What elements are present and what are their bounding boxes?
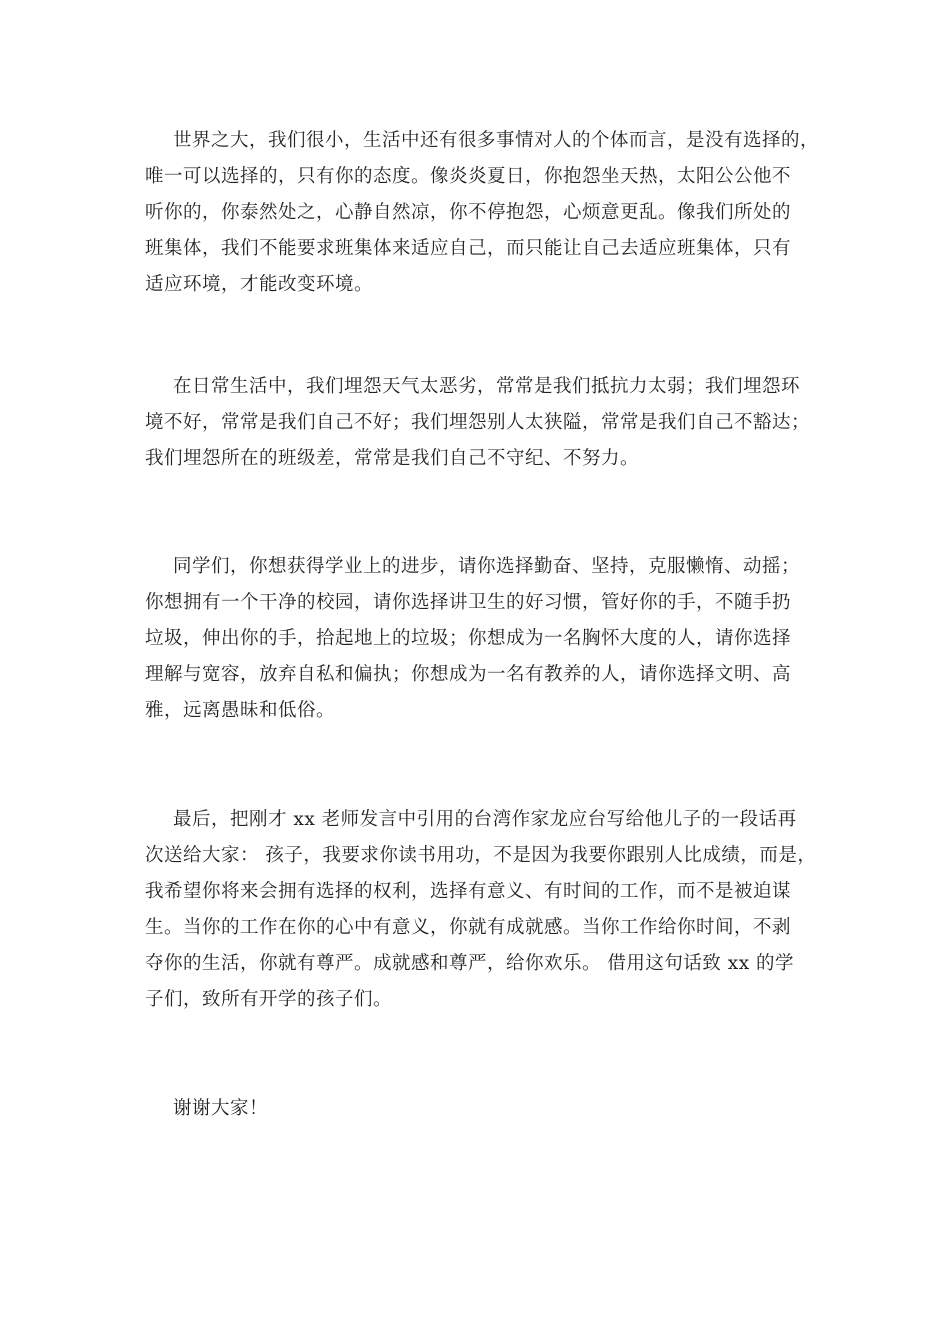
- paragraph-line: 境不好，常常是我们自己不好；我们埋怨别人太狭隘，常常是我们自己不豁达；: [145, 412, 811, 433]
- paragraph-line: 最后，把刚才 xx 老师发言中引用的台湾作家龙应台写给他儿子的一段话再: [173, 809, 797, 830]
- paragraph-line: 子们，致所有开学的孩子们。: [145, 989, 393, 1010]
- paragraph-line: 你想拥有一个干净的校园，请你选择讲卫生的好习惯，管好你的手，不随手扔: [145, 592, 792, 613]
- paragraph-line: 夺你的生活，你就有尊严。成就感和尊严，给你欢乐。 借用这句话致 xx 的学: [145, 953, 795, 974]
- paragraph-line: 听你的，你泰然处之，心静自然凉，你不停抱怨，心烦意更乱。像我们所处的: [145, 202, 792, 223]
- paragraph-line: 次送给大家： 孩子，我要求你读书用功，不是因为我要你跟别人比成绩，而是，: [145, 845, 817, 866]
- paragraph-line: 世界之大，我们很小，生活中还有很多事情对人的个体而言，是没有选择的，: [173, 130, 820, 151]
- paragraph-line: 在日常生活中，我们埋怨天气太恶劣，常常是我们抵抗力太弱；我们埋怨环: [173, 376, 801, 397]
- paragraph-line: 雅，远离愚昧和低俗。: [145, 700, 336, 721]
- closing-line: 谢谢大家！: [173, 1098, 269, 1119]
- paragraph-line: 生。当你的工作在你的心中有意义，你就有成就感。当你工作给你时间，不剥: [145, 917, 792, 938]
- paragraph-line: 垃圾，伸出你的手，拾起地上的垃圾；你想成为一名胸怀大度的人，请你选择: [145, 628, 792, 649]
- paragraph-line: 同学们，你想获得学业上的进步，请你选择勤奋、坚持，克服懒惰、动摇；: [173, 556, 801, 577]
- paragraph-line: 适应环境，才能改变环境。: [145, 274, 374, 295]
- paragraph-line: 我们埋怨所在的班级差，常常是我们自己不守纪、不努力。: [145, 448, 640, 469]
- paragraph-line: 班集体，我们不能要求班集体来适应自己，而只能让自己去适应班集体，只有: [145, 238, 792, 259]
- paragraph-line: 唯一可以选择的，只有你的态度。像炎炎夏日，你抱怨坐天热，太阳公公他不: [145, 166, 792, 187]
- paragraph-line: 理解与宽容，放弃自私和偏执；你想成为一名有教养的人，请你选择文明、高: [145, 664, 792, 685]
- paragraph-line: 我希望你将来会拥有选择的权利，选择有意义、有时间的工作，而不是被迫谋: [145, 881, 792, 902]
